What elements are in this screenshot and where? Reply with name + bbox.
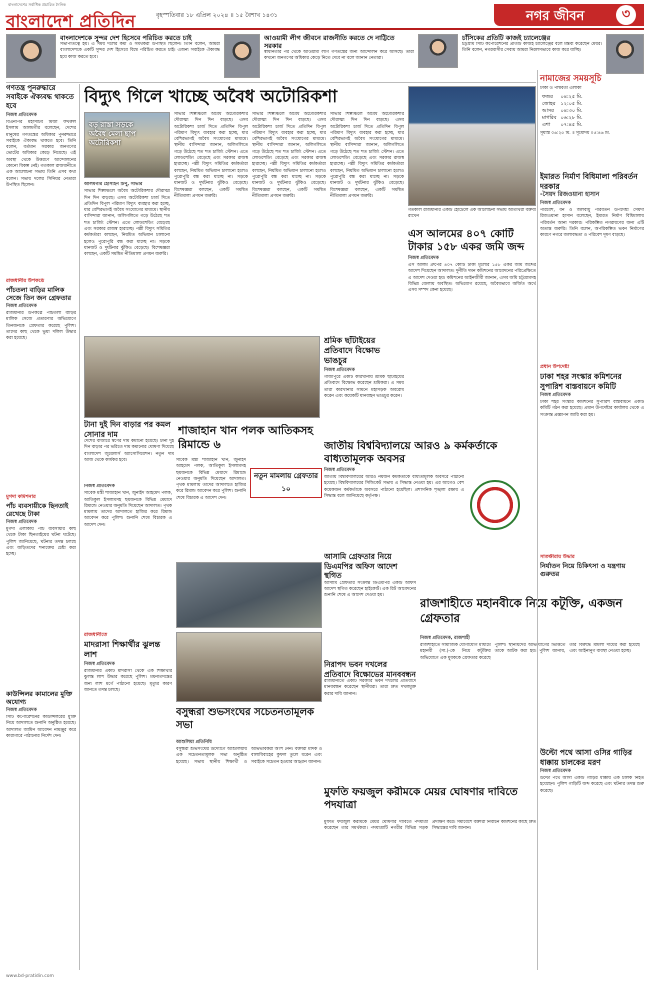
right-story-4-headline: উল্টো পথে আসা ওসির গাড়ির ধাক্কায় চালকের মরণ: [540, 748, 632, 767]
rajshahi-body: রাজশাহীতে সামাজিক যোগাযোগ মাধ্যমে মহানবী (সা.)-কে নিয়ে কটূক্তির অভিযোগে এক যুবককে গ্রেফতার করেছে পুলিশ। স্থানীয়দের অভিযোগের ভিত্তিতে তাকে আটক করা হয়। পুলিশ জানায়, তার বিরুদ্ধে মামলা দায়ের করা হয়েছে এবং আইনানুগ ব্যবস্থা নেওয়া হচ্ছে।: [420, 643, 640, 661]
left-story-3-headline: পাঁচ ব্যবসায়ীকে ছিনতাই রেখেছে টাকা: [6, 502, 69, 518]
rajshahi-headline: রাজশাহীতে মহানবীকে নিয়ে কটূক্তি, একজন গ্রেফতার: [420, 596, 623, 625]
bashundhara-byline: আশুলিয়া প্রতিনিধি: [176, 740, 212, 745]
lead-body-col4: সাভার শিল্পাঞ্চলে অবৈধ অটোরিকশার দৌরাত্ম্য দিন দিন বাড়ছে। এসব অটোরিকশা চার্জ দিতে প্রতিদিন বিপুল পরিমাণ বিদ্যুৎ ব্যবহার করা হচ্ছে, যার বেশিরভাগই অবৈধ সংযোগের মাধ্যমে। স্থানীয় বাসিন্দারা জানান, অলিগলিতে গড়ে উঠেছে শত শত চার্জিং স্টেশন। এতে লোডশেডিং বেড়েছে এবং সরকার রাজস্ব হারাচ্ছে। পল্লী বিদ্যুৎ সমিতির কর্মকর্তারা বলছেন, নিয়মিত অভিযান চালানো হলেও পুরোপুরি বন্ধ করা যাচ্ছে না। সড়কে যানজট ও দুর্ঘটনার ঝুঁকিও বেড়েছে। বিশেষজ্ঞরা বলছেন, একটি সমন্বিত নীতিমালা প্রণয়ন জরুরি।: [330, 112, 404, 199]
shajahan-text: সাবেক মন্ত্রী শাজাহান খান, জুনাইদ আহমেদ পলক, আতিকুল ইসলামসহ ছয়জনকে বিভিন্ন মেয়াদে রিমান্ডে নেওয়ার অনুমতি দিয়েছেন আদালত। পৃথক মামলায় তাদের আদালতে হাজির করে রিমান্ড আবেদন করে পুলিশ। শুনানি শেষে বিচারক এ আদেশ দেন।: [84, 491, 172, 528]
shajahan-photo: [176, 562, 322, 628]
madrasa-kicker: রাজধানীতে: [84, 632, 108, 638]
prayer-name: আসর: [542, 108, 554, 115]
lead-body-text: সাভার শিল্পাঞ্চলে অবৈধ অটোরিকশার দৌরাত্ম্য দিন দিন বাড়ছে। এসব অটোরিকশা চার্জ দিতে প্রতিদিন বিপুল পরিমাণ বিদ্যুৎ ব্যবহার করা হচ্ছে, যার বেশিরভাগই অবৈধ সংযোগের মাধ্যমে। স্থানীয় বাসিন্দারা জানান, অলিগলিতে গড়ে উঠেছে শত শত চার্জিং স্টেশন। এতে লোডশেডিং বেড়েছে এবং সরকার রাজস্ব হারাচ্ছে। পল্লী বিদ্যুৎ সমিতির কর্মকর্তারা বলছেন, নিয়মিত অভিযান চালানো হলেও পুরোপুরি বন্ধ করা যাচ্ছে না। সড়কে যানজট ও দুর্ঘটনার ঝুঁকিও বেড়েছে। বিশেষজ্ঞরা বলছেন, একটি সমন্বিত নীতিমালা প্রণয়ন জরুরি।: [84, 189, 170, 258]
right-story-1-headline: ইমারত নির্মাণ বিধিমালা পরিবর্তন দরকার: [540, 172, 638, 191]
top-story-1: [60, 34, 220, 80]
left-story-3: [6, 494, 76, 684]
right-story-2-headline: ঢাকা শহর সংস্কার কমিশনের সুপারিশ বাস্তবায়নে কমিটি: [540, 372, 622, 391]
nirjon-body: রাজধানীতে একটি সরকারি ভবন দখলের প্রতিবাদে মানববন্ধন করেছেন স্থানীয়রা। তারা দ্রুত দখলমুক্ত করার দাবি জানান।: [324, 679, 416, 697]
shajahan-body-2: সাবেক মন্ত্রী শাজাহান খান, জুনাইদ আহমেদ পলক, আতিকুল ইসলামসহ ছয়জনকে বিভিন্ন মেয়াদে রিমান্ডে নেওয়ার অনুমতি দিয়েছেন আদালত। পৃথক মামলায় তাদের আদালতে হাজির করে রিমান্ড আবেদন করে পুলিশ। শুনানি শেষে বিচারক এ আদেশ দেন।: [176, 458, 246, 501]
madrasa-body: রাজধানীর একটি মাদরাসা থেকে এক শিক্ষার্থীর ঝুলন্ত লাশ উদ্ধার করেছে পুলিশ। ময়নাতদন্তের জন্য লাশ মর্গে পাঠানো হয়েছে। মৃত্যুর কারণ জানতে তদন্ত চলছে।: [84, 669, 172, 693]
worker-body: গাজীপুরে একটি কারখানায় শ্রমিক ছাঁটাইয়ের প্রতিবাদে বিক্ষোভ করেছেন শ্রমিকরা। এ সময় তারা কারখানার সামনে মহাসড়ক অবরোধ করেন এবং কয়েকটি যানবাহন ভাঙচুর করেন।: [324, 375, 404, 399]
left-story-2-headline: পাঁচতলা বাড়ির মালিক সেজে তিন জন গ্রেফতার: [6, 286, 72, 302]
university-body: জাতীয় বিশ্ববিদ্যালয়ের আরও নয়জন কর্মকর্তাকে বাধ্যতামূলক অবসরে পাঠানো হয়েছে। বিশ্ববিদ্যালয়ের সিন্ডিকেট সভায় এ সিদ্ধান্ত নেওয়া হয়। এর আগেও বেশ কয়েকজন কর্মকর্তাকে অবসরে পাঠানো হয়েছিল। প্রশাসনিক শৃঙ্খলা রক্ষায় এ সিদ্ধান্ত বলে জানিয়েছে কর্তৃপক্ষ।: [324, 475, 464, 499]
shajahan-headline: শাজাহান খান পলক আতিকসহ রিমান্ডে ৬: [178, 424, 314, 451]
right-story-3: [540, 554, 644, 594]
divider-top: [6, 82, 536, 83]
section-tab: [494, 4, 644, 26]
gold-body: দেশের বাজারে স্বর্ণের দাম কমানো হয়েছে। টানা দুই দিন বাড়ার পর ভরিতে দাম কমানোর ঘোষণা দিয়েছে বাংলাদেশ জুয়েলার্স অ্যাসোসিয়েশন। নতুন দাম আজ থেকে কার্যকর হবে।: [84, 439, 174, 463]
left-story-3-byline: নিজস্ব প্রতিবেদক: [6, 520, 37, 525]
worker-byline: নিজস্ব প্রতিবেদক: [324, 368, 355, 373]
madrasa-headline: মাদরাসা শিক্ষার্থীর ঝুলন্ত লাশ: [84, 640, 161, 659]
left-story-1-byline: নিজস্ব প্রতিবেদক: [6, 113, 37, 118]
right-story-4-body: উল্টো পথে আসা একটি গাড়ির ধাক্কায় এক চালক নিহত হয়েছেন। পুলিশ গাড়িটি জব্দ করেছে এবং ঘটনার তদন্ত শুরু করেছে।: [540, 776, 644, 794]
left-story-4-body: সিটি কর্পোরেশনের কাউন্সিলরের মুক্তি নিয়ে আদালতে শুনানি অনুষ্ঠিত হয়েছে। আদালত জামিন আবেদন নামঞ্জুর করে কারাগারে পাঠানোর নির্দেশ দেন।: [6, 715, 76, 739]
right-story-1-subhead: -সৈয়দ রিজওয়ানা হাসান: [540, 191, 600, 198]
prayer-time: ০৭:৪৫ মি.: [560, 122, 583, 129]
top-story-2-headline: আওয়ামী লীগ জীবনে রাজনীতি করতে দে নাট্টিতে সরকার: [264, 34, 395, 50]
s-alam-byline: নিজস্ব প্রতিবেদক: [408, 256, 439, 261]
prayer-row: [540, 94, 585, 101]
event-photo: [408, 86, 536, 206]
left-story-1-body: বিএনপির মহাসচিব মির্জা ফখরুল ইসলাম আলমগীর বলেছেন, দেশের মানুষের গণতন্ত্রের অধিকার পুনরুদ্ধারে সবাইকে ঐক্যবদ্ধ থাকতে হবে। তিনি বলেন, বর্তমান সরকার জনগণের ভোটের অধিকার কেড়ে নিয়েছে। এই অবস্থা থেকে উত্তরণে আন্দোলনের কোনো বিকল্প নেই। গতকাল রাজধানীতে এক আলোচনা সভায় তিনি এসব কথা বলেন। সভায় দলের সিনিয়র নেতারা উপস্থিত ছিলেন।: [6, 120, 76, 188]
mufti-body: মুফতি ফয়জুল করীমকে মেয়র ঘোষণার দাবিতে পদযাত্রা করেছেন তার সমর্থকরা। পদযাত্রাটি নগরীর বিভিন্ন সড়ক প্রদক্ষিণ করে। সমাবেশে বক্তারা নির্বাচন কমিশনের কাছে দ্রুত সিদ্ধান্তের দাবি জানান।: [324, 820, 536, 832]
prayer-name: মাগরিব: [542, 115, 557, 122]
left-story-2-body: রাজধানীর উপকণ্ঠে পাঁচতলা বাড়ির মালিক সেজে প্রতারণার অভিযোগে তিনজনকে গ্রেফতার করেছে পুলিশ। তাদের কাছ থেকে ভুয়া দলিল উদ্ধার করা হয়েছে।: [6, 311, 76, 342]
left-story-4-headline: কাউন্সিলর কামালের মুক্তি অযোগ্য: [6, 690, 73, 706]
asami-body: আসামি গ্রেফতার সংক্রান্ত ডিএমপির একটি অফিস আদেশ স্থগিত করেছেন হাইকোর্ট। এক রিট আবেদনের শুনানি শেষে এ আদেশ দেওয়া হয়।: [324, 580, 416, 599]
s-alam-headline: এস আলমের ৪০৭ কোটি টাকার ১৫৮ একর জমি জব্দ: [408, 228, 525, 253]
university-headline: জাতীয় বিশ্ববিদ্যালয়ে আরও ৯ কর্মকর্তাকে বাধ্যতামূলক অবসর: [324, 440, 498, 465]
right-story-3-headline: নির্যাতন নিয়ে চিকিৎসা ও যন্ত্রণায় গুরুতর: [540, 562, 626, 578]
nirjon-story: [324, 660, 416, 780]
newspaper-logo: বাংলাদেশ প্রতিদিন: [6, 12, 136, 32]
right-story-4: [540, 748, 644, 970]
lead-body-col2: সাভার শিল্পাঞ্চলে অবৈধ অটোরিকশার দৌরাত্ম্য দিন দিন বাড়ছে। এসব অটোরিকশা চার্জ দিতে প্রতিদিন বিপুল পরিমাণ বিদ্যুৎ ব্যবহার করা হচ্ছে, যার বেশিরভাগই অবৈধ সংযোগের মাধ্যমে। স্থানীয় বাসিন্দারা জানান, অলিগলিতে গড়ে উঠেছে শত শত চার্জিং স্টেশন। এতে লোডশেডিং বেড়েছে এবং সরকার রাজস্ব হারাচ্ছে। পল্লী বিদ্যুৎ সমিতির কর্মকর্তারা বলছেন, নিয়মিত অভিযান চালানো হলেও পুরোপুরি বন্ধ করা যাচ্ছে না। সড়কে যানজট ও দুর্ঘটনার ঝুঁকিও বেড়েছে। বিশেষজ্ঞরা বলছেন, একটি সমন্বিত নীতিমালা প্রণয়ন জরুরি।: [174, 112, 248, 199]
lead-byline: আলমগীর হোসাইন টিপু, সাভার: [84, 182, 143, 187]
madrasa-story: [84, 632, 172, 962]
right-story-1-byline: নিজস্ব প্রতিবেদক: [540, 201, 571, 206]
left-story-1-headline: গণতন্ত্র পুনরুদ্ধারে সবাইকে ঐক্যবদ্ধ থাকতে হবে: [6, 84, 74, 110]
gold-headline: টানা দুই দিন বাড়ার পর কমল সোনার দাম: [84, 420, 171, 439]
footer-url: www.bd-pratidin.com: [6, 974, 54, 979]
s-alam-story: [408, 228, 536, 438]
portrait-photo-3: [418, 34, 458, 68]
worker-story: [324, 336, 404, 436]
left-story-4: [6, 690, 76, 970]
asami-story: [324, 552, 416, 652]
left-story-3-body: মুগদা এলাকায় পাঁচ ব্যবসায়ীর কাছ থেকে টাকা ছিনতাইয়ের ঘটনা ঘটেছে। পুলিশ জানিয়েছে, ঘটনার তদন্ত চলছে এবং জড়িতদের শনাক্তের চেষ্টা করা হচ্ছে।: [6, 527, 76, 558]
new-case-inset-text: নতুন মামলায় গ্রেফতার ১০: [254, 472, 318, 493]
left-story-4-byline: নিজস্ব প্রতিবেদক: [6, 708, 37, 713]
bashundhara-story: [176, 738, 322, 968]
page-number: ৩: [616, 5, 636, 25]
dateline: বৃহস্পতিবার ১৮ এপ্রিল ২০২৪ ॥ ১৫ বৈশাখ ১৪৩১: [156, 12, 278, 19]
right-story-1-body: পরিবেশ, বন ও জলবায়ু পরিবর্তন উপদেষ্টা সৈয়দা রিজওয়ানা হাসান বলেছেন, ইমারত নির্মাণ বিধিমালায় পরিবর্তন আনা দরকার। পরিকল্পিত নগরায়ণের জন্য এটি অত্যন্ত জরুরি। তিনি বলেন, অপরিকল্পিত ভবন নির্মাণের কারণে নগরে জলাবদ্ধতা ও পরিবেশ দূষণ বাড়ছে।: [540, 208, 644, 239]
portrait-photo-4: [606, 34, 644, 74]
prayer-heading: নামাজের সময়সূচি: [540, 74, 602, 84]
lead-body-col3: সাভার শিল্পাঞ্চলে অবৈধ অটোরিকশার দৌরাত্ম্য দিন দিন বাড়ছে। এসব অটোরিকশা চার্জ দিতে প্রতিদিন বিপুল পরিমাণ বিদ্যুৎ ব্যবহার করা হচ্ছে, যার বেশিরভাগই অবৈধ সংযোগের মাধ্যমে। স্থানীয় বাসিন্দারা জানান, অলিগলিতে গড়ে উঠেছে শত শত চার্জিং স্টেশন। এতে লোডশেডিং বেড়েছে এবং সরকার রাজস্ব হারাচ্ছে। পল্লী বিদ্যুৎ সমিতির কর্মকর্তারা বলছেন, নিয়মিত অভিযান চালানো হলেও পুরোপুরি বন্ধ করা যাচ্ছে না। সড়কে যানজট ও দুর্ঘটনার ঝুঁকিও বেড়েছে। বিশেষজ্ঞরা বলছেন, একটি সমন্বিত নীতিমালা প্রণয়ন জরুরি।: [252, 112, 326, 199]
right-story-2: [540, 364, 644, 550]
madrasa-byline: নিজস্ব প্রতিবেদক: [84, 662, 115, 667]
left-story-2: [6, 278, 76, 488]
left-story-2-byline: নিজস্ব প্রতিবেদক: [6, 304, 37, 309]
top-story-1-headline: বাংলাদেশকে সুন্দর দেশ হিসেবে পরিচিত করতে চাই: [60, 34, 192, 42]
left-story-1: [6, 84, 76, 274]
right-story-1: [540, 172, 644, 362]
prayer-subheading: ঢাকা ও পার্শ্ববর্তী এলাকা: [540, 86, 582, 91]
prayer-times-box: [540, 72, 644, 168]
bashundhara-photo: [176, 632, 322, 702]
asami-headline: আসামি গ্রেফতার নিয়ে ডিএমপির অফিস আদেশ স্থগিত: [324, 552, 398, 580]
event-photo-caption: গতকাল রাজধানীর একটি হোটেলে এক আলোচনা সভায় অতিথিরা বক্তব্য রাখেন: [408, 208, 536, 220]
gold-box: [84, 420, 174, 480]
right-story-3-kicker: সাতক্ষীরায় উদ্ধার: [540, 554, 575, 560]
divider-right-col: [537, 70, 538, 970]
prayer-row: [540, 115, 585, 122]
shajahan-body-1: [84, 484, 172, 604]
prayer-time: ০৪:৩০ মি.: [560, 108, 583, 115]
right-story-2-kicker: প্রধান উপদেষ্টা: [540, 364, 570, 370]
right-story-2-body: ঢাকা শহর সংস্কার কমিশনের সুপারিশ বাস্তবায়নে একটি কমিটি গঠন করা হয়েছে। প্রধান উপদেষ্টার কার্যালয় থেকে এ সংক্রান্ত প্রজ্ঞাপন জারি করা হয়।: [540, 400, 644, 418]
worker-photo: [84, 336, 320, 418]
top-story-3-headline: চাঁসিকের প্রতিটি কাজই চ্যালেঞ্জের: [462, 34, 551, 42]
prayer-row: [540, 122, 585, 129]
university-byline: নিজস্ব প্রতিবেদক: [324, 468, 355, 473]
worker-headline: শ্রমিক ছাঁটাইয়ের প্রতিবাদে বিক্ষোভ ভাঙচুর: [324, 336, 380, 365]
rajshahi-story: [420, 634, 640, 744]
bashundhara-headline: বসুন্ধরা শুভসংঘের সচেতনতামূলক সভা: [176, 707, 315, 731]
prayer-time: ০৪:২৫ মি.: [560, 94, 583, 101]
left-story-3-kicker: মুগদা কমিশনার: [6, 494, 36, 500]
nirjon-headline: নিরাপদ ভবন দখলের প্রতিবাদে বিক্ষোভের মানববন্ধন: [324, 660, 416, 679]
prayer-name: ফজর: [542, 94, 553, 101]
section-name: নগর জীবন: [526, 9, 585, 24]
sunset-sunrise: সূর্যাস্ত ০৬:২৫ মি. ॥ সূর্যোদয় ০৫:৪৬ মি.: [540, 131, 611, 137]
lead-headline: বিদ্যুৎ গিলে খাচ্ছে অবৈধ অটোরিকশা: [84, 87, 338, 107]
mufti-headline: মুফতি ফয়জুল করীমকে মেয়র ঘোষণার দাবিতে পদযাত্রা: [324, 786, 518, 811]
top-story-1-body: সভাপতিত্বে হয়। এ সময় দলের কর্মী ও সমর্থকরা উপস্থিত ছিলেন। তিনি বলেন, আমরা বাংলাদেশকে একটি সুন্দর দেশ হিসেবে বিশ্বে পরিচিত করতে চাই। এজন্য সবাইকে ঐক্যবদ্ধ হয়ে কাজ করতে হবে।: [60, 42, 220, 60]
right-story-4-byline: নিজস্ব প্রতিবেদক: [540, 769, 571, 774]
prayer-row: [540, 101, 585, 108]
divider-left-col: [79, 84, 80, 970]
rajshahi-byline: নিজস্ব প্রতিবেদক, রাজশাহী: [420, 636, 470, 641]
prayer-name: এশা: [542, 122, 551, 129]
lead-photo: [84, 112, 170, 178]
new-case-inset: [250, 468, 322, 498]
university-logo: [470, 480, 520, 530]
shajahan-byline: নিজস্ব প্রতিবেদক: [84, 484, 115, 489]
prayer-row: [540, 108, 585, 115]
lead-body-col1: [84, 182, 170, 332]
right-story-2-byline: নিজস্ব প্রতিবেদক: [540, 393, 571, 398]
top-story-2-body: স্বাধীনতার পর থেকে আওয়ামী লীগ গণতন্ত্রের জন্য আন্দোলন করে আসছে। তারা কখনো জনগণের অধিকার কেড়ে নিতে দেবে না বলে জানান নেতারা।: [264, 50, 414, 62]
lead-photo-caption: বড় রাস্তা সড়কে অবৈধ মেলা ছাপ অটোরিকশা: [89, 121, 136, 147]
prayer-time: ১২:০৫ মি.: [560, 101, 583, 108]
masthead: [6, 4, 644, 30]
logo-tagline: বাংলাদেশের সর্বাধিক প্রচারিত দৈনিক: [8, 2, 66, 7]
prayer-table: [540, 94, 585, 129]
portrait-photo-1: [6, 34, 56, 78]
top-story-2: [264, 34, 414, 80]
top-story-3-body: চট্টগ্রাম সিটি কর্পোরেশনের প্রতিটি কাজই চ্যালেঞ্জের বলে মন্তব্য করেছেন মেয়র। তিনি বলেন, নগরবাসীর সেবায় আমরা নিরলসভাবে কাজ করে যাচ্ছি।: [462, 42, 602, 54]
prayer-time: ০৬:২৮ মি.: [560, 115, 583, 122]
portrait-photo-2: [224, 34, 260, 78]
prayer-name: জোহর: [542, 101, 556, 108]
bashundhara-body: বসুন্ধরা শুভসংঘের উদ্যোগে আশুলিয়ায় এক সচেতনতামূলক সভা অনুষ্ঠিত হয়েছে। সভায় স্থানীয় শিক্ষার্থী ও অভিভাবকরা অংশ নেন। বক্তারা মাদক ও বাল্যবিবাহের কুফল তুলে ধরেন এবং সবাইকে সচেতন হওয়ার আহ্বান জানান।: [176, 747, 322, 765]
left-story-2-kicker: রাজধানীর উপকণ্ঠে: [6, 278, 45, 284]
s-alam-body: এস আলম গ্রুপের ৪০৭ কোটি টাকা মূল্যের ১৫৮ একর জমি জব্দের আদেশ দিয়েছেন আদালত। দুর্নীতি দমন কমিশনের আবেদনের পরিপ্রেক্ষিতে এ আদেশ দেওয়া হয়। কমিশনের আইনজীবী জানান, এসব জমি চট্টগ্রামসহ বিভিন্ন জেলায় অবস্থিত। অভিযোগ রয়েছে, অবৈধভাবে অর্জিত অর্থে এসব সম্পদ কেনা হয়েছে।: [408, 263, 536, 294]
